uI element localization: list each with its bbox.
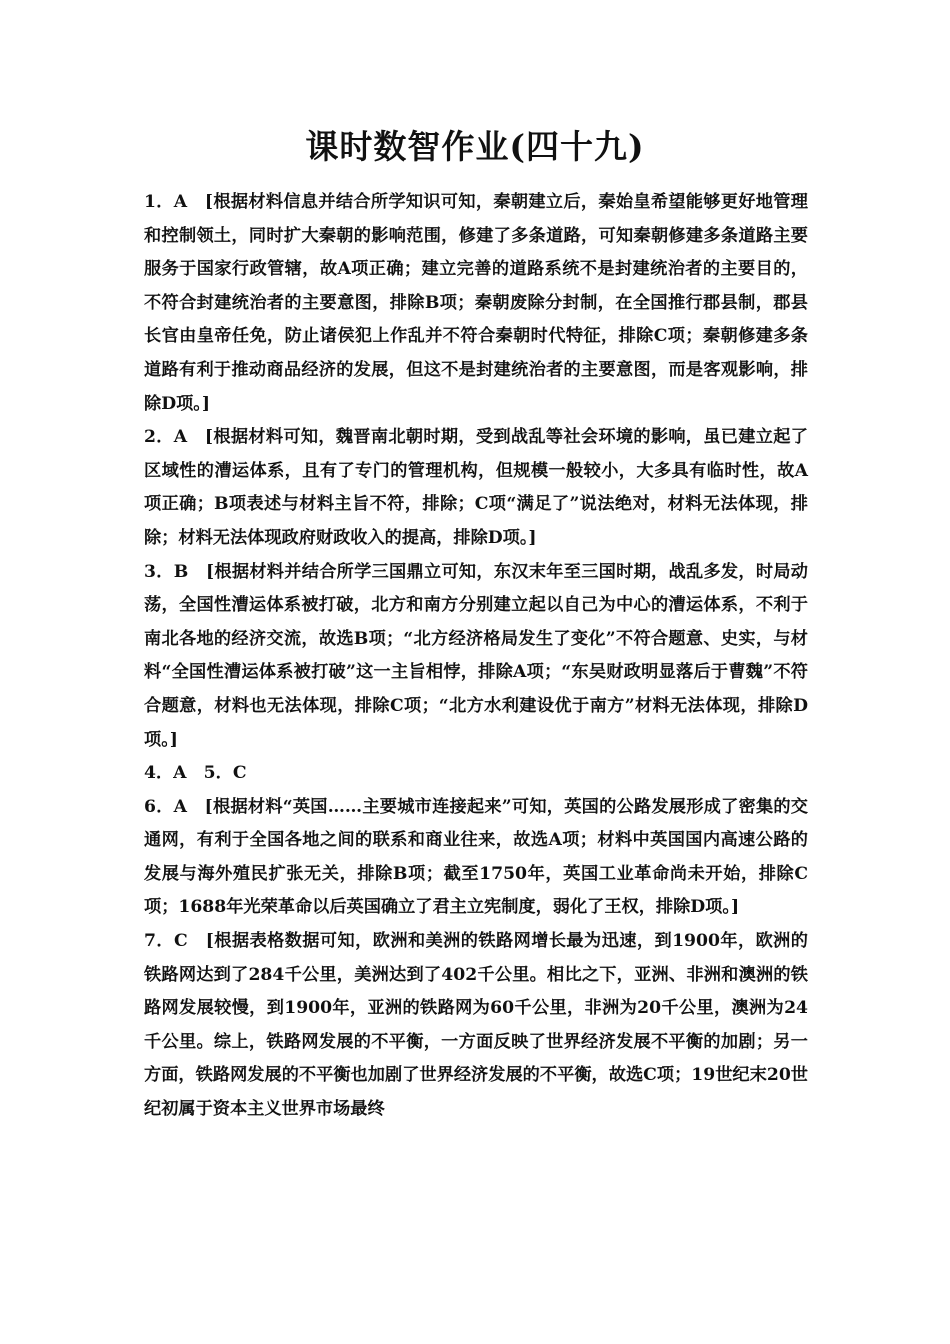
answer-explanation: [根据材料信息并结合所学知识可知，秦朝建立后，秦始皇希望能够更好地管理和控制领土，同时扩大秦朝的影响范围，修建了多条道路，可知秦朝修建多条道路主要服务于国家行政管辖，故A项正确；建立完善的道路系统不是封建统治者的主要目的，不符合封建统治者的主要意图，排除B项；秦朝废除分封制，在全国推行郡县制，郡县长官由皇帝任免，防止诸侯犯上作乱并不符合秦朝时代特征，排除C项；秦朝修建多条道路有利于推动商品经济的发展，但这不是封建统治者的主要意图，而是客观影响，排除D项。] [144, 192, 808, 414]
answer-explanation: [根据材料“英国……主要城市连接起来”可知，英国的公路发展形成了密集的交通网，有利于全国各地之间的联系和商业往来，故选A项；材料中英国国内高速公路的发展与海外殖民扩张无关，排除B项；截至1750年，英国工业革命尚未开始，排除C项；1688年光荣革命以后英国确立了君主立宪制度，弱化了王权，排除D项。] [144, 796, 808, 918]
answer-number: 3．B [144, 561, 189, 582]
answer-explanation: [根据材料可知，魏晋南北朝时期，受到战乱等社会环境的影响，虽已建立起了区域性的漕运体系，且有了专门的管理机构，但规模一般较小，大多具有临时性，故A项正确；B项表述与材料主旨不符，排除；C项“满足了”说法绝对，材料无法体现，排除；材料无法体现政府财政收入的提高，排除D项。] [144, 427, 808, 548]
answer-item-4-5 [144, 757, 808, 791]
answer-number: 4．A 5．C [144, 763, 247, 784]
answer-item-6 [144, 791, 808, 925]
answer-explanation: [根据材料并结合所学三国鼎立可知，东汉末年至三国时期，战乱多发，时局动荡，全国性漕运体系被打破，北方和南方分别建立起以自己为中心的漕运体系，不利于南北各地的经济交流，故选B项；“北方经济格局发生了变化”不符合题意、史实，与材料“全国性漕运体系被打破”这一主旨相悖，排除A项；“东吴财政明显落后于曹魏”不符合题意，材料也无法体现，排除C项；“北方水利建设优于南方”材料无法体现，排除D项。] [144, 561, 808, 750]
page-title: 课时数智作业(四十九) [305, 127, 645, 166]
answer-item-2 [144, 421, 808, 555]
answer-item-1 [144, 186, 808, 421]
answer-item-3 [144, 556, 808, 758]
answer-number: 2．A [144, 427, 188, 448]
answer-list [144, 186, 808, 1127]
answer-item-7 [144, 925, 808, 1127]
answer-explanation: [根据表格数据可知，欧洲和美洲的铁路网增长最为迅速，到1900年，欧洲的铁路网达到了284千公里，美洲达到了402千公里。相比之下，亚洲、非洲和澳洲的铁路网发展较慢，到1900年，亚洲的铁路网为60千公里，非洲为20千公里，澳洲为24千公里。综上，铁路网发展的不平衡，一方面反映了世界经济发展不平衡的加剧；另一方面，铁路网发展的不平衡也加剧了世界经济发展的不平衡，故选C项；19世纪末20世纪初属于资本主义世界市场最终 [144, 931, 808, 1120]
answer-number: 6．A [144, 796, 187, 817]
answer-number: 1．A [144, 192, 188, 212]
answer-number: 7．C [144, 931, 188, 952]
